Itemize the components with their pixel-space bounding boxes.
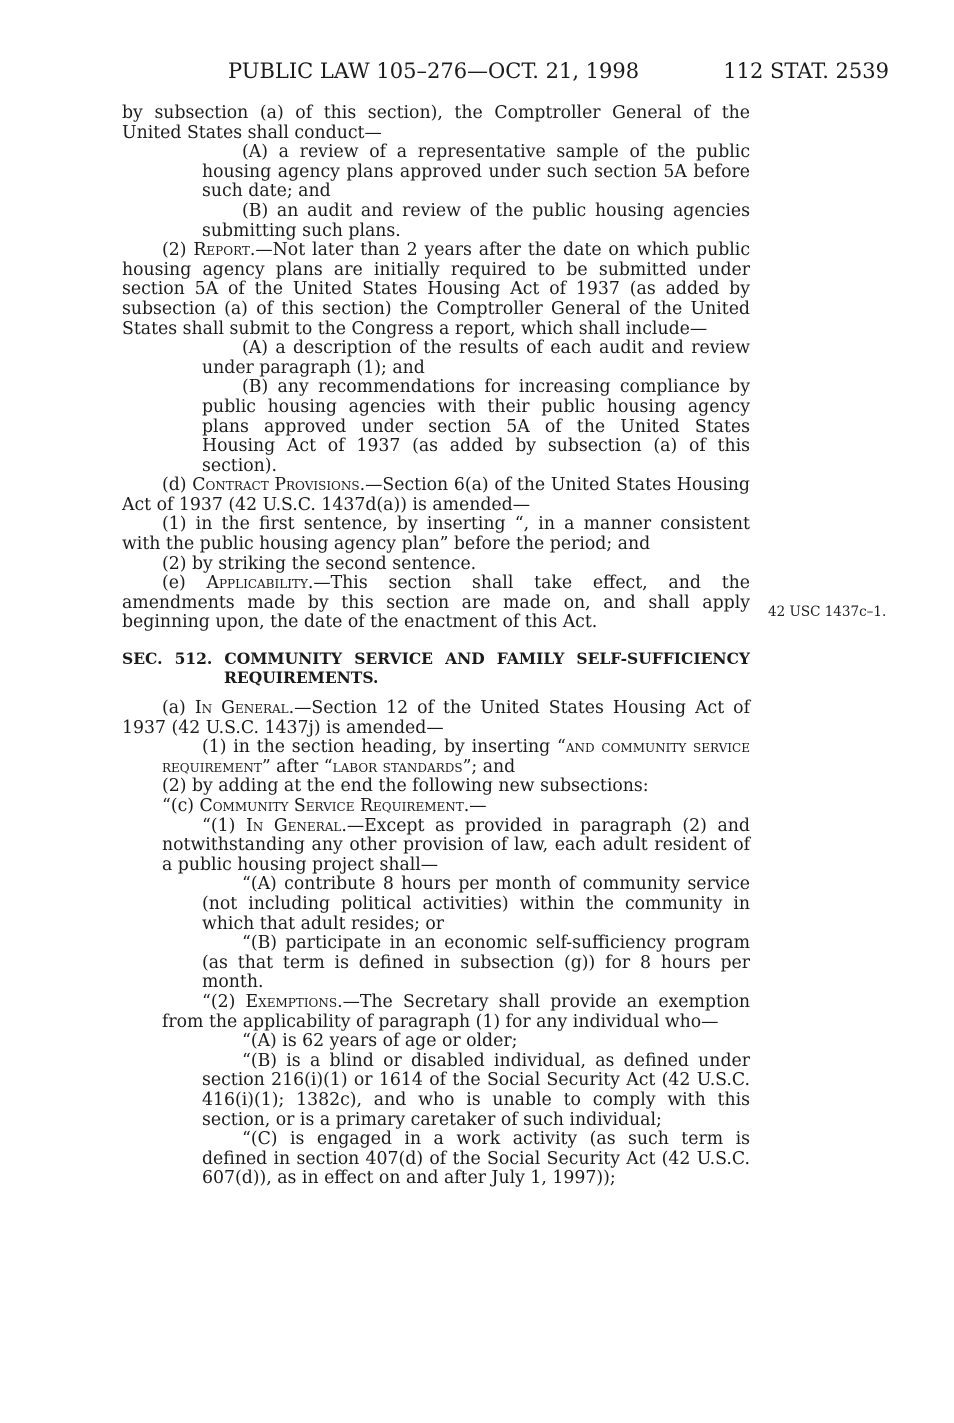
subsection-text: .—This section shall take effect, and the amendments made by this section are made on, and shall apply beginning upon, the date of the enactment of this Act. xyxy=(122,573,750,633)
running-head-title: PUBLIC LAW 105–276—OCT. 21, 1998 xyxy=(228,59,640,83)
subsection-letter: (d) xyxy=(162,475,187,496)
statute-body xyxy=(122,104,750,1189)
subsection-a xyxy=(122,699,750,738)
clause-a-2: (2) by adding at the end the following new subsections: xyxy=(162,776,649,797)
clause-c-2-b: “(B) is a blind or disabled individual, as defined under section 216(i)(1) or 1614 of the Social Security Act (42 U.S.C. 416(i)(1); 1382c), and who is unable to comply with this section, or is a primary caretaker of such individual; xyxy=(202,1050,750,1130)
subsection-letter: “(c) xyxy=(162,796,194,816)
paragraph-report xyxy=(122,241,750,339)
clause-d-1: (1) in the first sentence, by inserting “, in a manner consistent with the public housing agency plan” before the period; and xyxy=(122,514,750,555)
paragraph-heading: In General xyxy=(245,815,342,836)
margin-citation: 42 USC 1437c–1. xyxy=(768,604,887,620)
subsection-heading: Community Service Requirement xyxy=(199,796,464,816)
clause-c-2-c: “(C) is engaged in a work activity (as such term is defined in section 407(d) of the Social Security Act (42 U.S.C. 607(d)), as in effect on and after July 1, 1997)); xyxy=(202,1129,750,1189)
running-head-page-ref: 112 STAT. 2539 xyxy=(723,59,889,83)
paragraph-number: (2) xyxy=(162,240,187,261)
clause-d-2: (2) by striking the second sentence. xyxy=(162,553,477,574)
paragraph-continuation: by subsection (a) of this section), the Comptroller General of the United States shall conduct— xyxy=(122,103,750,143)
subsection-d xyxy=(122,476,750,515)
subsection-heading: Contract Provisions xyxy=(192,475,360,496)
paragraph-heading: Exemptions xyxy=(245,991,338,1012)
subsection-heading: Applicability xyxy=(206,573,308,594)
subsection-text: .—Section 12 of the United States Housing Act of 1937 (42 U.S.C. 1437j) is amended— xyxy=(122,698,750,738)
paragraph-c-1 xyxy=(122,817,750,876)
clause-a-1: (1) in the section heading, by inserting “and community service requirement” after “labor standards”; and xyxy=(162,737,750,777)
subsection-heading: In General xyxy=(194,698,289,719)
clause-c-1-a: “(A) contribute 8 hours per month of community service (not including political activities) within the community in which that adult resides; or xyxy=(202,874,750,934)
section-heading: SEC. 512. COMMUNITY SERVICE AND FAMILY SELF-SUFFICIENCY REQUIREMENTS. xyxy=(122,649,750,688)
clause-report-a: (A) a description of the results of each audit and review under paragraph (1); and xyxy=(202,338,750,378)
inserted-heading-text: and community service requirement xyxy=(162,737,750,777)
subsection-text: .—Section 6(a) of the United States Housing Act of 1937 (42 U.S.C. 1437d(a)) is amended— xyxy=(122,475,750,515)
paragraph-text: .—The Secretary shall provide an exemption from the applicability of paragraph (1) for any individual who— xyxy=(162,991,750,1032)
paragraph-text: .—Not later than 2 years after the date on which public housing agency plans are initially required to be submitted under section 5A of the United States Housing Act of 1937 (as added by subsection (a) of this section) the Comptroller General of the United States shall submit to the Congress a report, which shall include— xyxy=(122,240,750,339)
clause-report-b: (B) any recommendations for increasing compliance by public housing agencies with their public housing agency plans approved under section 5A of the United States Housing Act of 1937 (as added by subsection (a) of this section). xyxy=(202,377,750,476)
paragraph-text: .—Except as provided in paragraph (2) and notwithstanding any other provision of law, each adult resident of a public housing project shall— xyxy=(162,815,750,875)
section-spacer xyxy=(122,633,750,649)
subsection-letter: (a) xyxy=(162,698,186,719)
new-subsection-c: “(c) Community Service Requirement.— xyxy=(162,796,487,816)
paragraph-heading: Report xyxy=(193,240,250,261)
clause-2b: (B) an audit and review of the public housing agencies submitting such plans. xyxy=(202,200,750,241)
paragraph-number: “(1) xyxy=(202,815,236,836)
paragraph-number: “(2) xyxy=(202,991,236,1012)
clause-c-1-b: “(B) participate in an economic self-sufficiency program (as that term is defined in subsection (g)) for 8 hours per month. xyxy=(202,933,750,993)
clause-2a: (A) a review of a representative sample of the public housing agency plans approved under such section 5A before such date; and xyxy=(202,142,750,202)
subsection-e xyxy=(122,574,750,633)
paragraph-c-2 xyxy=(122,993,750,1032)
struck-heading-text: labor standards xyxy=(332,756,463,777)
clause-c-2-a: “(A) is 62 years of age or older; xyxy=(242,1031,518,1052)
subsection-letter: (e) xyxy=(162,573,186,594)
